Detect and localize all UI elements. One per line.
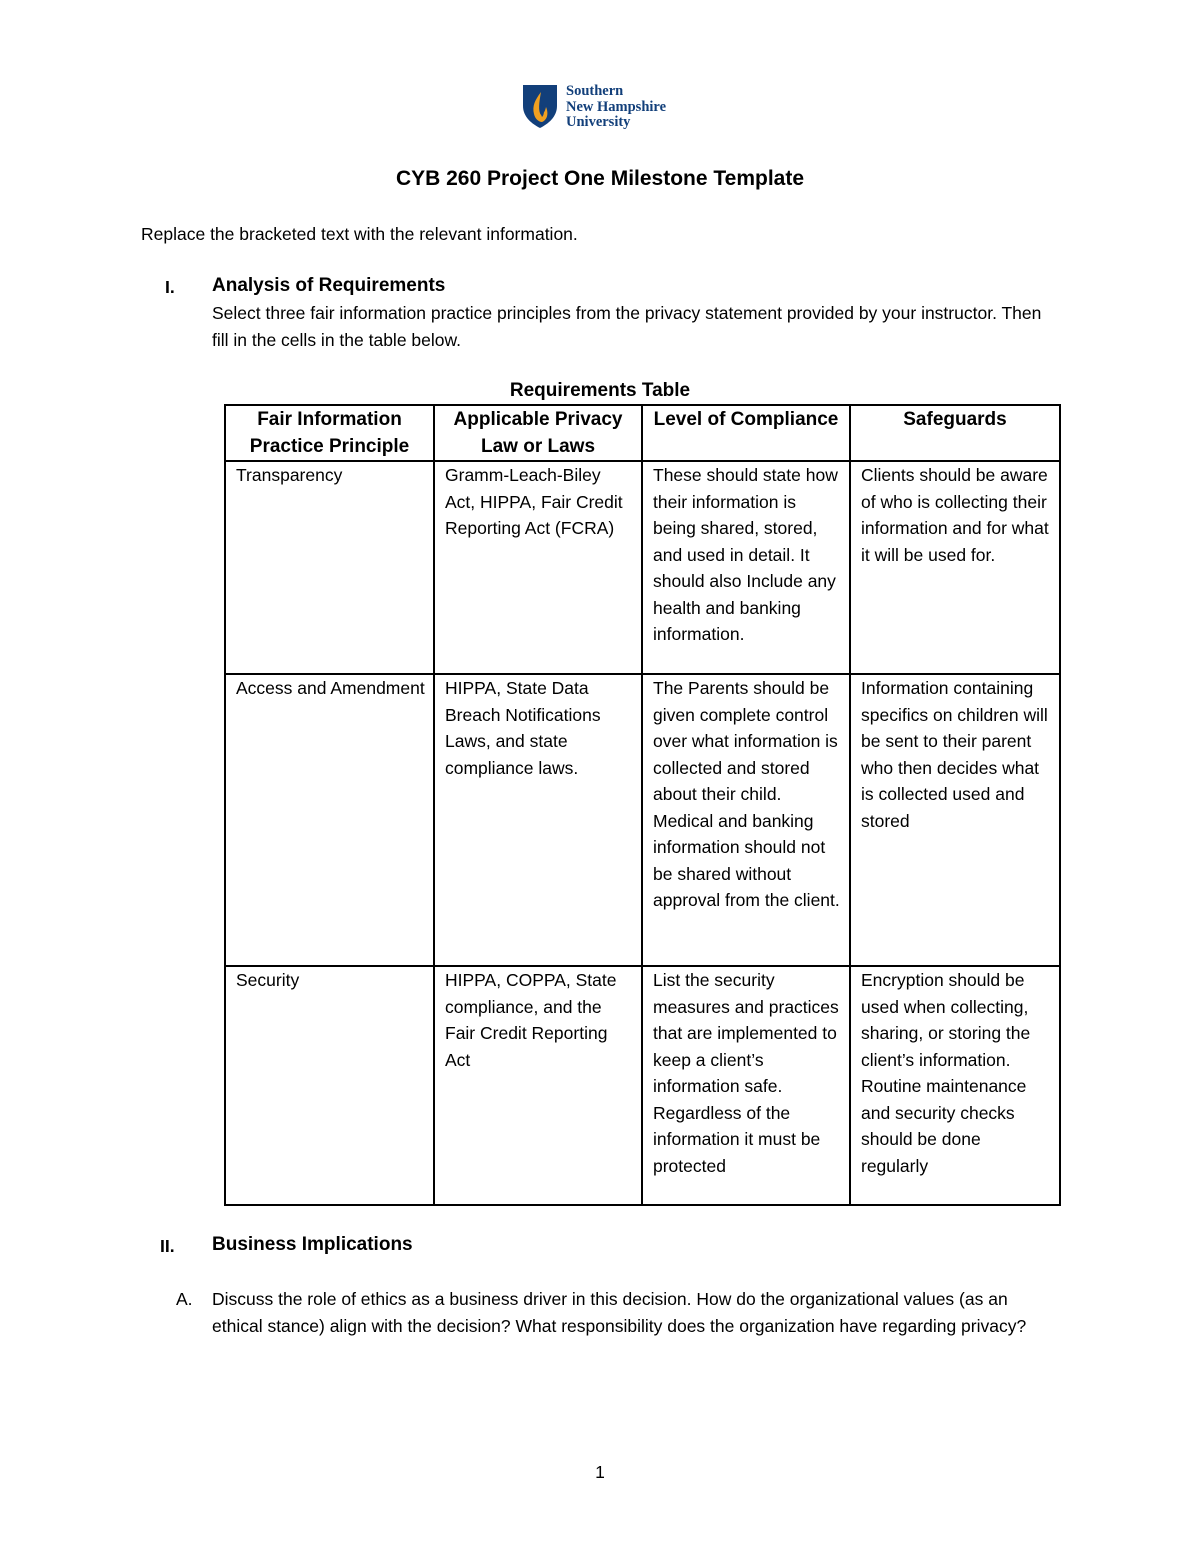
table-cell: These should state how their information is being shared, stored, and used in detail. It should also Include any health and banking information.: [642, 461, 850, 674]
table-cell: Encryption should be used when collecting, sharing, or storing the client’s information. Routine maintenance and security checks should be done regularly: [850, 966, 1060, 1205]
shield-flame-icon: [522, 84, 558, 129]
table-row: [225, 674, 1060, 966]
subsection-a-letter: A.: [176, 1289, 193, 1309]
section-1-heading: Analysis of Requirements: [212, 275, 446, 296]
table-cell: List the security measures and practices that are implemented to keep a client’s information safe. Regardless of the information it must be protected: [642, 966, 850, 1205]
university-logo: [522, 84, 666, 131]
page-number: 1: [595, 1462, 605, 1482]
document-title: CYB 260 Project One Milestone Template: [395, 167, 805, 190]
table-cell: Gramm-Leach-Biley Act, HIPPA, Fair Credit Reporting Act (FCRA): [434, 461, 642, 674]
section-2-number: II.: [160, 1236, 175, 1256]
section-2-heading: Business Implications: [212, 1234, 413, 1255]
table-cell: Information containing specifics on children will be sent to their parent who then decides what is collected used and stored: [850, 674, 1060, 966]
table-header-row: [225, 405, 1060, 461]
table-row: [225, 966, 1060, 1205]
table-cell: Access and Amendment: [225, 674, 434, 966]
header-privacy-law: Applicable Privacy Law or Laws: [434, 405, 642, 461]
section-1-number: I.: [165, 277, 175, 297]
table-cell: Security: [225, 966, 434, 1205]
table-row: [225, 461, 1060, 674]
header-compliance: Level of Compliance: [642, 405, 850, 461]
table-cell: Transparency: [225, 461, 434, 674]
logo-line-3: University: [566, 114, 631, 130]
table-cell: The Parents should be given complete control over what information is collected and stored about their child. Medical and banking information should not be shared without approval from the client.: [642, 674, 850, 966]
intro-instruction: Replace the bracketed text with the relevant information.: [141, 224, 578, 244]
table-cell: Clients should be aware of who is collecting their information and for what it will be used for.: [850, 461, 1060, 674]
logo-line-1: Southern: [566, 83, 624, 99]
header-principle: Fair Information Practice Principle: [225, 405, 434, 461]
section-1-description: Select three fair information practice principles from the privacy statement provided by your instructor. Then fill in the cells in the table below.: [212, 303, 1042, 350]
table-cell: HIPPA, State Data Breach Notifications Laws, and state compliance laws.: [434, 674, 642, 966]
requirements-table: [224, 404, 1061, 1206]
logo-wordmark: [566, 84, 666, 131]
logo-line-2: New Hampshire: [566, 98, 667, 115]
subsection-a-text: Discuss the role of ethics as a business driver in this decision. How do the organizational values (as an ethical stance) align with the decision? What responsibility does the organization have regarding privacy?: [212, 1289, 1027, 1336]
table-caption: Requirements Table: [509, 380, 691, 401]
table-cell: HIPPA, COPPA, State compliance, and the Fair Credit Reporting Act: [434, 966, 642, 1205]
header-safeguards: Safeguards: [850, 405, 1060, 461]
